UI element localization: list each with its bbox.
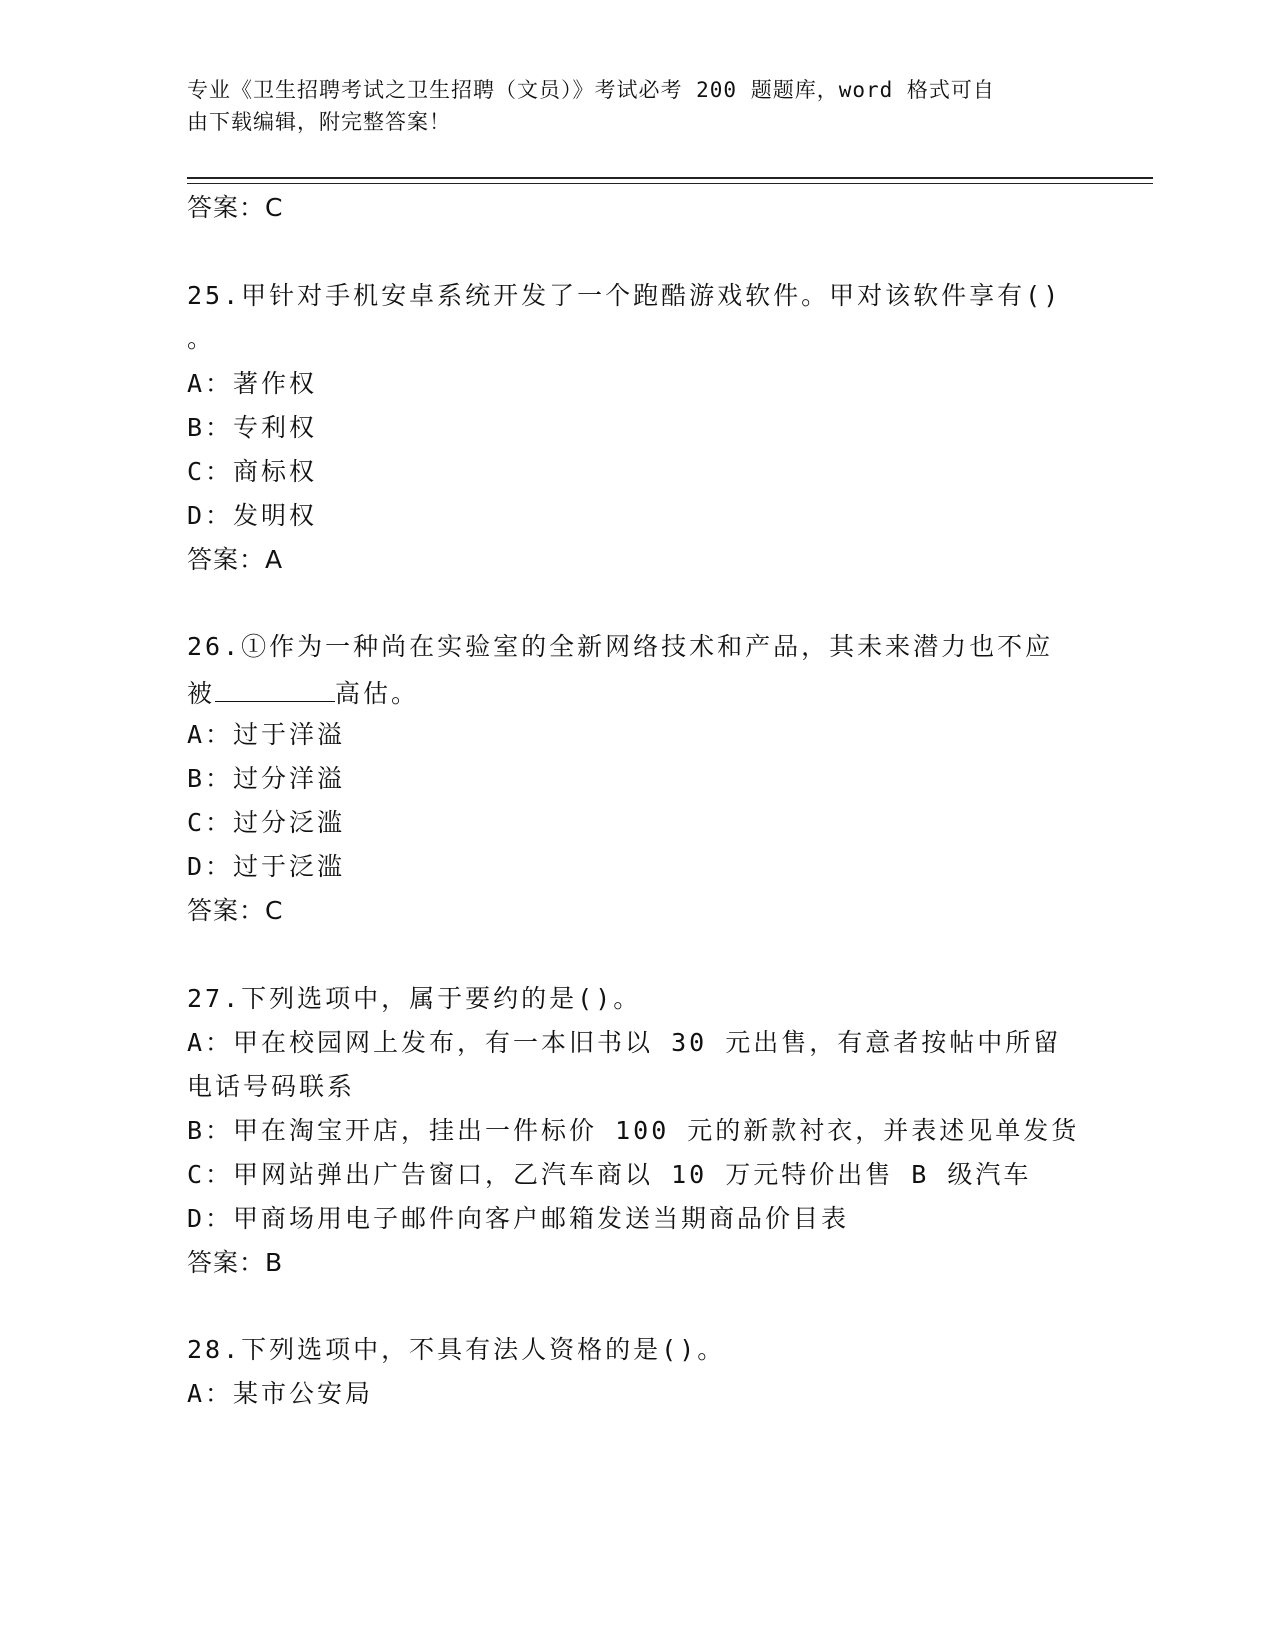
answer-27: 答案：B xyxy=(187,1248,284,1277)
question-27-option-a: A：甲在校园网上发布，有一本旧书以 30 元出售，有意者按帖中所留 xyxy=(187,1028,1062,1057)
question-26-option-b: B：过分洋溢 xyxy=(187,764,346,793)
question-26-option-a: A：过于洋溢 xyxy=(187,720,346,749)
question-26-stem-post: 高估。 xyxy=(335,679,420,708)
header-rule-thin xyxy=(187,183,1153,184)
question-26-option-d: D：过于泛滥 xyxy=(187,852,346,881)
header-line-2: 由下载编辑，附完整答案！ xyxy=(187,110,451,134)
question-25-option-b: B：专利权 xyxy=(187,413,318,442)
question-25-option-c: C：商标权 xyxy=(187,457,318,486)
answer-26: 答案：C xyxy=(187,896,284,925)
answer-25: 答案：A xyxy=(187,545,284,574)
question-26-stem-pre: 被 xyxy=(187,679,216,708)
question-25-stem-cont: 。 xyxy=(187,324,216,353)
question-27-option-b: B：甲在淘宝开店，挂出一件标价 100 元的新款衬衣，并表述见单发货 xyxy=(187,1116,1080,1145)
answer-24: 答案：C xyxy=(187,193,284,222)
fill-blank xyxy=(215,675,335,702)
question-27-stem: 27.下列选项中，属于要约的是()。 xyxy=(187,984,642,1013)
question-25-option-a: A：著作权 xyxy=(187,369,318,398)
question-28-stem: 28.下列选项中，不具有法人资格的是()。 xyxy=(187,1335,726,1364)
document-header xyxy=(187,74,1067,138)
question-27-option-c: C：甲网站弹出广告窗口，乙汽车商以 10 万元特价出售 B 级汽车 xyxy=(187,1160,1032,1189)
question-26-option-c: C：过分泛滥 xyxy=(187,808,346,837)
header-rule-thick xyxy=(187,177,1153,179)
question-27-option-d: D：甲商场用电子邮件向客户邮箱发送当期商品价目表 xyxy=(187,1204,850,1233)
question-25-stem: 25.甲针对手机安卓系统开发了一个跑酷游戏软件。甲对该软件享有() xyxy=(187,281,1062,310)
question-25-option-d: D：发明权 xyxy=(187,501,318,530)
question-26-stem: 26.①作为一种尚在实验室的全新网络技术和产品，其未来潜力也不应 xyxy=(187,632,1054,661)
header-line-1: 专业《卫生招聘考试之卫生招聘（文员）》考试必考 200 题题库，word 格式可自 xyxy=(187,78,995,102)
question-28-option-a: A：某市公安局 xyxy=(187,1379,374,1408)
question-26-stem-cont xyxy=(187,675,419,710)
question-27-option-a-cont: 电话号码联系 xyxy=(187,1072,356,1101)
